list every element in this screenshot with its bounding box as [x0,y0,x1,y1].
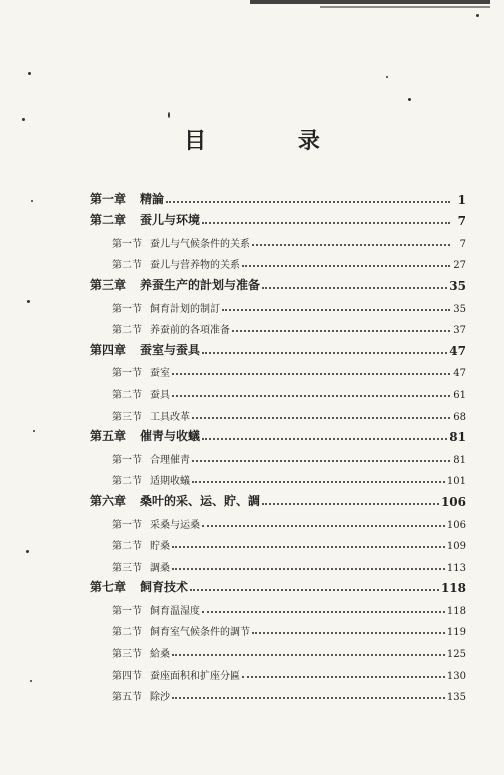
toc-section-row [90,250,466,272]
dot-leader [202,221,450,224]
page-number: 47 [449,343,466,358]
toc-chapter-row [90,336,466,358]
page-number: 81 [449,430,466,445]
section-title: 蚕儿与气候条件的关系 [150,238,250,250]
section-number: 第三节 [112,411,142,423]
dot-leader [202,437,447,440]
page-number: 118 [440,581,466,596]
page-title: 目 录 [184,128,362,154]
toc-section-row [90,293,466,315]
section-number: 第二节 [112,627,142,639]
page-number: 61 [453,389,466,401]
toc-chapter-row [90,185,466,207]
dot-leader [172,372,450,375]
section-number: 第二节 [112,325,142,337]
section-number: 第一节 [112,454,142,466]
dot-leader [192,416,450,419]
dot-leader [252,631,445,634]
section-number: 第二节 [112,260,142,272]
scan-speck [22,118,25,121]
section-number: 第三节 [112,562,142,574]
toc-section-row [90,228,466,250]
page-number: 1 [457,192,466,207]
dot-leader [202,524,445,527]
section-number: 第二节 [112,476,142,488]
section-number: 第二节 [112,389,142,401]
toc-section-row [90,466,466,488]
toc-section-row [90,660,466,682]
scan-speck [28,72,31,75]
dot-leader [262,286,447,289]
page-number: 118 [446,605,466,617]
dot-leader [166,200,450,203]
page-number: 68 [453,411,466,423]
dot-leader [252,243,450,246]
dot-leader [262,502,439,505]
chapter-number: 第三章 [90,277,127,292]
dot-leader [172,545,445,548]
section-number: 第五节 [112,692,142,704]
page-number: 35 [449,278,466,293]
chapter-number: 第七章 [90,580,127,595]
page-number: 106 [446,519,466,531]
dot-leader [172,567,445,570]
page-number: 119 [446,627,466,639]
page-number: 37 [453,325,466,337]
page-number: 135 [446,692,466,704]
toc-chapter-row [90,423,466,445]
section-title: 蚕儿与营养物的关系 [150,260,240,272]
dot-leader [202,351,447,354]
toc-section-row [90,315,466,337]
toc-chapter-row [90,207,466,229]
chapter-number: 第二章 [90,213,127,228]
page-number: 27 [453,260,466,272]
top-border-mark [320,6,490,8]
section-number: 第二节 [112,541,142,553]
section-title: 蚕具 [150,389,170,401]
page-number: 35 [453,303,466,315]
scan-speck [30,680,32,682]
section-title: 飼育室气候条件的調节 [150,627,250,639]
toc-section-row [90,509,466,531]
page-number: 109 [446,541,466,553]
section-title: 蚕座面积和扩座分匾 [150,670,240,682]
section-title: 合理催靑 [150,454,190,466]
dot-leader [202,610,445,613]
section-number: 第一节 [112,519,142,531]
section-title: 飼育計划的制訂 [150,303,220,315]
toc-chapter-row [90,487,466,509]
page-number: 7 [459,238,466,250]
page-number: 7 [457,214,466,229]
section-title: 飼育温湿度 [150,605,200,617]
section-title: 适期收蟻 [150,476,190,488]
section-title: 蚕室 [150,368,170,380]
toc-section-row [90,638,466,660]
scan-speck [27,300,30,303]
section-number: 第一节 [112,368,142,380]
page-number: 125 [446,649,466,661]
section-title: 給桑 [150,649,170,661]
chapter-number: 第四章 [90,342,127,357]
page-number: 130 [446,670,466,682]
toc-section-row [90,682,466,704]
section-number: 第四节 [112,670,142,682]
toc-section-row [90,531,466,553]
page-number: 81 [453,454,466,466]
page-number: 47 [453,368,466,380]
toc-section-row [90,444,466,466]
dot-leader [222,308,450,311]
dot-leader [190,588,439,591]
chapter-title: 飼育技术 [140,580,189,595]
toc-section-row [90,401,466,423]
chapter-title: 蚕儿与环境 [140,213,201,228]
scan-speck [476,14,479,17]
toc-section-row [90,358,466,380]
section-title: 調桑 [150,562,170,574]
scan-speck [26,550,29,553]
section-number: 第一节 [112,605,142,617]
page-number: 113 [446,562,466,574]
dot-leader [192,459,450,462]
toc-chapter-row [90,271,466,293]
chapter-title: 养蚕生产的計划与准备 [140,277,261,292]
section-title: 采桑与运桑 [150,519,200,531]
dot-leader [172,394,450,397]
scan-speck [386,76,388,78]
section-title: 除沙 [150,692,170,704]
scan-speck [168,112,170,118]
chapter-title: 蚕室与蚕具 [140,342,201,357]
chapter-title: 精論 [140,191,165,206]
scan-speck [31,200,33,202]
page-number: 101 [446,476,466,488]
dot-leader [232,329,450,332]
dot-leader [242,675,445,678]
section-title: 貯桑 [150,541,170,553]
toc-section-row [90,595,466,617]
page-number: 106 [440,494,466,509]
dot-leader [242,264,450,267]
scan-speck [408,98,411,101]
section-title: 养蚕前的各項准备 [150,325,230,337]
section-number: 第三节 [112,649,142,661]
section-number: 第一节 [112,303,142,315]
table-of-contents [90,185,466,703]
toc-section-row [90,617,466,639]
chapter-title: 催靑与收蟻 [140,429,201,444]
section-title: 工具改革 [150,411,190,423]
toc-chapter-row [90,574,466,596]
dot-leader [172,696,445,699]
scan-speck [33,430,35,432]
toc-section-row [90,552,466,574]
section-number: 第一节 [112,238,142,250]
top-border-mark [250,0,490,4]
chapter-title: 桑叶的采、运、貯、調 [140,493,261,508]
toc-section-row [90,379,466,401]
chapter-number: 第一章 [90,191,127,206]
chapter-number: 第六章 [90,493,127,508]
dot-leader [192,480,445,483]
dot-leader [172,653,445,656]
chapter-number: 第五章 [90,429,127,444]
